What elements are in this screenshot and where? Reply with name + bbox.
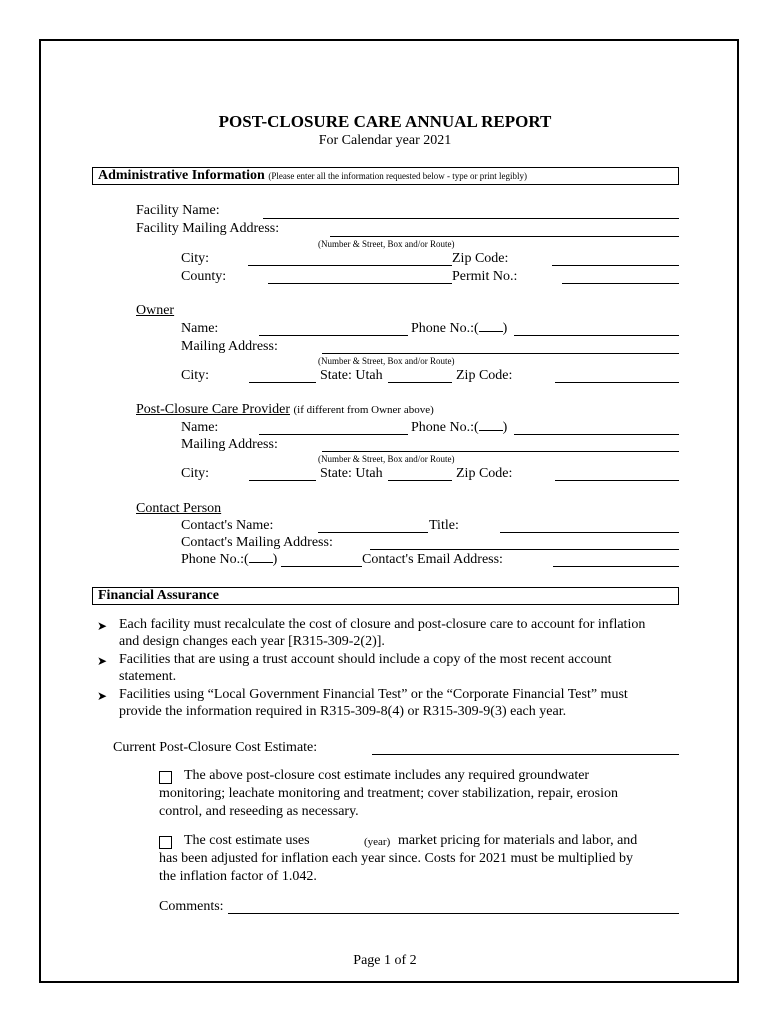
owner-city-field[interactable] [249, 382, 316, 383]
owner-name-field[interactable] [259, 335, 408, 336]
provider-phone-label: Phone No.:( ) [411, 420, 508, 435]
owner-state-label: State: Utah [320, 368, 383, 383]
contact-heading: Contact Person [136, 501, 222, 516]
county-label: County: [181, 269, 227, 284]
contact-name-field[interactable] [318, 532, 428, 533]
contact-phone-field[interactable] [281, 566, 362, 567]
page-subtitle: For Calendar year 2021 [318, 133, 452, 148]
owner-phone-label: Phone No.:( ) [411, 321, 508, 336]
facility-name-label: Facility Name: [136, 203, 220, 218]
facility-name-field[interactable] [263, 218, 679, 219]
zip-label: Zip Code: [452, 251, 509, 266]
owner-mailing-label: Mailing Address: [181, 339, 278, 354]
comments-field[interactable] [228, 913, 679, 914]
check1-text: monitoring; leachate monitoring and treatment; cover stabilization, repair, erosion [159, 786, 618, 801]
market-pricing-checkbox[interactable] [159, 836, 172, 849]
bullet-text: Each facility must recalculate the cost of closure and post-closure care to account for inflation [119, 617, 646, 632]
city-label: City: [181, 251, 210, 266]
owner-mailing-field[interactable] [322, 353, 679, 354]
provider-address-hint: (Number & Street, Box and/or Route) [318, 454, 455, 464]
check2-year: (year) [364, 836, 391, 848]
owner-zip-field[interactable] [555, 382, 679, 383]
owner-address-hint: (Number & Street, Box and/or Route) [318, 356, 455, 366]
contact-email-label: Contact's Email Address: [362, 552, 503, 567]
bullet-text: Facilities using “Local Government Financial Test” or the “Corporate Financial Test” must [119, 687, 628, 702]
permit-label: Permit No.: [452, 269, 518, 284]
owner-heading: Owner [136, 303, 175, 318]
page-number: Page 1 of 2 [353, 953, 417, 968]
provider-city-field[interactable] [249, 480, 316, 481]
admin-section-header: Administrative Information (Please enter all the information requested below - type or print legibly) [92, 167, 679, 185]
contact-mailing-label: Contact's Mailing Address: [181, 535, 333, 550]
check2-text: the inflation factor of 1.042. [159, 869, 317, 884]
provider-state-field[interactable] [388, 480, 452, 481]
provider-state-label: State: Utah [320, 466, 383, 481]
owner-city-label: City: [181, 368, 210, 383]
check2-text: market pricing for materials and labor, and [398, 833, 638, 848]
bullet-arrow-icon: ➤ [97, 654, 108, 668]
facility-mailing-field[interactable] [330, 236, 679, 237]
county-field[interactable] [268, 283, 452, 284]
contact-mailing-field[interactable] [370, 549, 679, 550]
provider-phone-field[interactable] [514, 434, 679, 435]
check2-text: The cost estimate uses [184, 833, 310, 848]
bullet-text: Facilities that are using a trust account should include a copy of the most recent account [119, 652, 612, 667]
provider-mailing-label: Mailing Address: [181, 437, 278, 452]
check2-text: has been adjusted for inflation each year since. Costs for 2021 must be multiplied by [159, 851, 633, 866]
provider-zip-field[interactable] [555, 480, 679, 481]
contact-phone-label: Phone No.:( ) [181, 552, 278, 567]
provider-city-label: City: [181, 466, 210, 481]
provider-heading: Post-Closure Care Provider (if different from Owner above) [136, 402, 434, 417]
page-title: POST-CLOSURE CARE ANNUAL REPORT [218, 112, 552, 131]
contact-name-label: Contact's Name: [181, 518, 274, 533]
address-hint: (Number & Street, Box and/or Route) [318, 239, 455, 249]
owner-zip-label: Zip Code: [456, 368, 513, 383]
owner-phone-field[interactable] [514, 335, 679, 336]
check1-text: The above post-closure cost estimate includes any required groundwater [184, 768, 590, 783]
city-field[interactable] [248, 265, 452, 266]
provider-name-field[interactable] [259, 434, 408, 435]
provider-name-label: Name: [181, 420, 219, 435]
bullet-text: provide the information required in R315-309-8(4) or R315-309-9(3) each year. [119, 704, 567, 719]
zip-field[interactable] [552, 265, 679, 266]
facility-mailing-label: Facility Mailing Address: [136, 221, 280, 236]
permit-field[interactable] [562, 283, 679, 284]
contact-email-field[interactable] [553, 566, 679, 567]
comments-label: Comments: [159, 899, 224, 914]
owner-name-label: Name: [181, 321, 219, 336]
bullet-arrow-icon: ➤ [97, 689, 108, 703]
estimate-label: Current Post-Closure Cost Estimate: [113, 740, 318, 755]
bullet-text: and design changes each year [R315-309-2(2)]. [119, 634, 385, 649]
bullet-text: statement. [119, 669, 177, 684]
estimate-field[interactable] [372, 754, 679, 755]
owner-state-field[interactable] [388, 382, 452, 383]
bullet-arrow-icon: ➤ [97, 619, 108, 633]
contact-title-field[interactable] [500, 532, 679, 533]
check1-text: control, and reseeding as necessary. [159, 804, 359, 819]
financial-section-header: Financial Assurance [92, 587, 679, 605]
contact-title-label: Title: [429, 518, 459, 533]
provider-mailing-field[interactable] [322, 451, 679, 452]
groundwater-checkbox[interactable] [159, 771, 172, 784]
provider-zip-label: Zip Code: [456, 466, 513, 481]
